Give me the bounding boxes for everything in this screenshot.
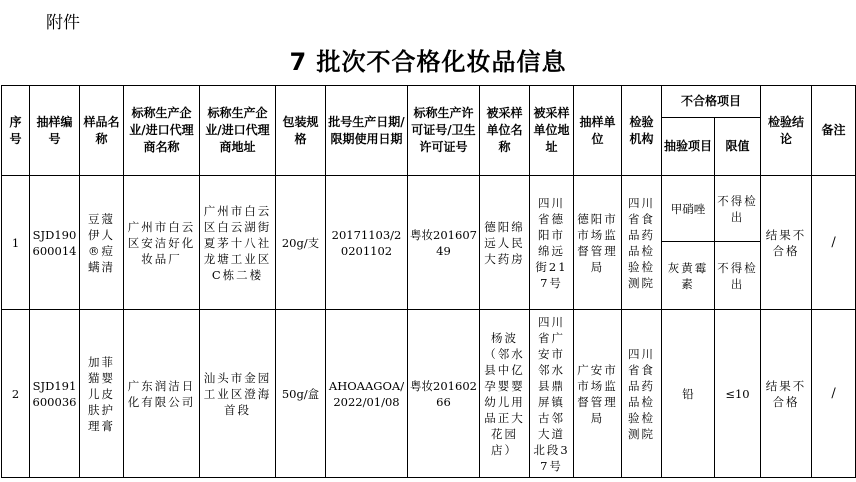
attachment-label: 附件 — [46, 13, 80, 33]
row-seq: 1 — [2, 176, 30, 310]
document-title: 7 批次不合格化妆品信息 — [289, 48, 567, 76]
row-sampled-unit: 德阳绵远人民大药房 — [480, 176, 530, 310]
row-manufacturer: 广东润洁日化有限公司 — [124, 310, 200, 478]
row-package: 50g/盒 — [276, 310, 326, 478]
row-manufacturer-address: 汕头市金园工业区澄海首段 — [200, 310, 276, 478]
header-package: 包装规格 — [276, 86, 326, 176]
header-seq: 序号 — [2, 86, 30, 176]
row-product-name: 加菲猫婴儿皮肤护理膏 — [80, 310, 124, 478]
header-nonconforming: 不合格项目 — [662, 86, 761, 118]
row-limit: ≤10 — [715, 310, 761, 478]
header-remark: 备注 — [812, 86, 856, 176]
row-license: 粤妆20160266 — [408, 310, 480, 478]
header-test-item: 抽验项目 — [662, 118, 715, 176]
header-sampling-unit: 抽样单位 — [574, 86, 622, 176]
table-row — [2, 176, 856, 242]
header-limit: 限值 — [715, 118, 761, 176]
row-license: 粤妆20160749 — [408, 176, 480, 310]
header-testing-org: 检验机构 — [622, 86, 662, 176]
header-batch: 批号生产日期/限期使用日期 — [326, 86, 408, 176]
row-batch: AHOAAGOA/2022/01/08 — [326, 310, 408, 478]
row-sample-no: SJD191600036 — [30, 310, 80, 478]
row-remark: / — [812, 310, 856, 478]
row-sampling-unit: 广安市市场监督管理局 — [574, 310, 622, 478]
row-remark: / — [812, 176, 856, 310]
row-test-item: 甲硝唑 — [662, 176, 715, 242]
row-sampled-address: 四川省德阳市绵远街217号 — [530, 176, 574, 310]
row-sampling-unit: 德阳市市场监督管理局 — [574, 176, 622, 310]
header-license: 标称生产许可证号/卫生许可证号 — [408, 86, 480, 176]
row-batch: 20171103/20201102 — [326, 176, 408, 310]
row-manufacturer: 广州市白云区安洁好化妆品厂 — [124, 176, 200, 310]
row-sampled-unit: 杨波（邻水县中亿孕婴婴幼儿用品正大花园店） — [480, 310, 530, 478]
header-conclusion: 检验结论 — [761, 86, 812, 176]
header-manufacturer-address: 标称生产企业/进口代理商地址 — [200, 86, 276, 176]
row-sampled-address: 四川省广安市邻水县鼎屏镇古邻大道北段37号 — [530, 310, 574, 478]
header-product-name: 样品名称 — [80, 86, 124, 176]
row-limit: 不得检出 — [715, 176, 761, 242]
row-sample-no: SJD190600014 — [30, 176, 80, 310]
row-test-item: 铅 — [662, 310, 715, 478]
table-row — [2, 310, 856, 478]
row-testing-org: 四川省食品药品检验检测院 — [622, 310, 662, 478]
row-limit: 不得检出 — [715, 242, 761, 310]
header-manufacturer: 标称生产企业/进口代理商名称 — [124, 86, 200, 176]
row-package: 20g/支 — [276, 176, 326, 310]
row-testing-org: 四川省食品药品检验检测院 — [622, 176, 662, 310]
row-seq: 2 — [2, 310, 30, 478]
header-sampled-unit: 被采样单位名称 — [480, 86, 530, 176]
row-test-item: 灰黄霉素 — [662, 242, 715, 310]
header-sample-no: 抽样编号 — [30, 86, 80, 176]
row-conclusion: 结果不合格 — [761, 310, 812, 478]
row-product-name: 豆蔻伊人®痘螨清 — [80, 176, 124, 310]
row-conclusion: 结果不合格 — [761, 176, 812, 310]
nonconforming-cosmetics-table — [1, 85, 856, 478]
row-manufacturer-address: 广州市白云区白云湖街夏茅十八社龙塘工业区C栋二楼 — [200, 176, 276, 310]
header-sampled-address: 被采样单位地址 — [530, 86, 574, 176]
